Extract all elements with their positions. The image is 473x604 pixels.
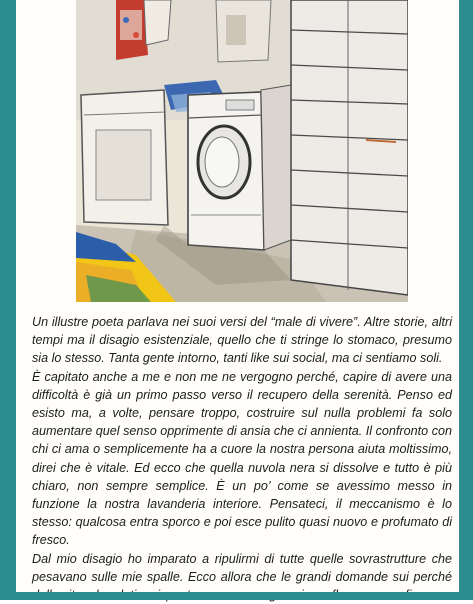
article-paragraph-1: Un illustre poeta parlava nei suoi versi del “male di vivere”. Altre storie, altri tempi ma il disagio esistenziale, quello che ti stringe lo stomaco, presumo sia lo stesso. Tanta gente intorno, tanti like sui social, ma ci sentiamo soli. [32,315,452,366]
laundry-painting-image [76,0,408,302]
article-paragraph-3: Dal mio disagio ho imparato a ripulirmi di tutte quelle sovrastrutture che pesavano sulle mie spalle. Ecco allora che le grandi domande sui perché [32,551,452,584]
bottom-rule [16,592,459,600]
article-paragraph-2: È capitato anche a me e non me ne vergogno perché, capire di avere una difficoltà è già un primo passo verso il recupero della serenità. Penso ed esisto ma, a volte, pensare troppo, costruire sul nulla problemi fa solo aumentare quel senso opprimente di ansia che ci annienta. Il confronto con chi ci ama o semplicemente ha a cuore la nostra persona aiuta moltissimo, direi che è vitale. Ed ecco che quella nuvola nera si dissolve e tutto è più chiaro, non sempre semplice. È un po’ come se avessimo messo in funzione la nostra lavanderia interiore. Pensateci, il meccanismo è lo stesso: qualcosa entra sporco e poi esce pulito quasi nuovo e profumato di fresco. [32,369,452,548]
article-text [32,313,452,604]
